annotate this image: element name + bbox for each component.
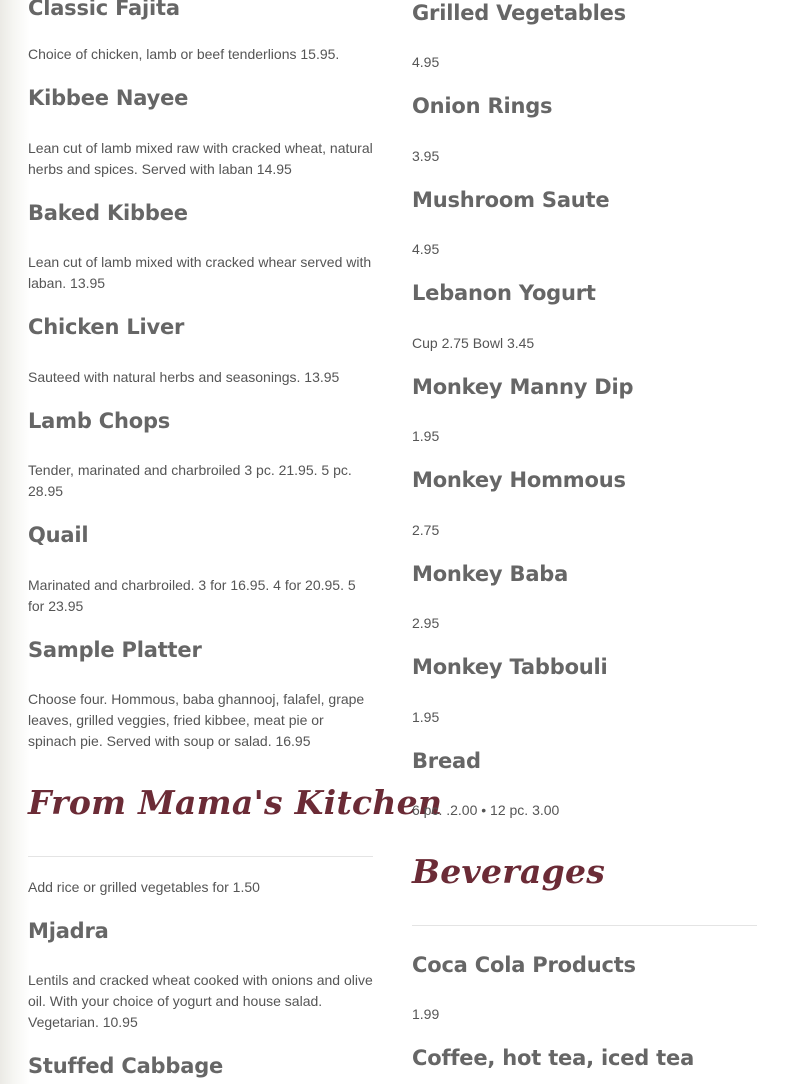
menu-item <box>412 188 757 212</box>
section-title-mamas-kitchen: From Mama's Kitchen <box>28 783 443 822</box>
menu-item <box>28 315 373 339</box>
menu-item-price: 1.95 <box>412 709 440 725</box>
section-divider <box>28 856 373 857</box>
menu-item <box>28 0 373 20</box>
menu-item-name: Grilled Vegetables <box>412 1 626 25</box>
menu-item-name: Monkey Tabbouli <box>412 655 608 679</box>
menu-item <box>412 749 757 773</box>
menu-item-description: Lean cut of lamb mixed raw with cracked wheat, natural herbs and spices. Served with laban 14.95 <box>28 140 373 177</box>
menu-item-price: Cup 2.75 Bowl 3.45 <box>412 335 535 351</box>
menu-item-price: 2.75 <box>412 522 440 538</box>
menu-item-name: Onion Rings <box>412 94 553 118</box>
menu-item-description: Choice of chicken, lamb or beef tenderlions 15.95. <box>28 46 340 62</box>
menu-item-name: Classic Fajita <box>28 0 180 20</box>
menu-item-name: Lamb Chops <box>28 409 171 433</box>
menu-item <box>412 562 757 586</box>
menu-item-name: Lebanon Yogurt <box>412 281 596 305</box>
menu-item <box>28 919 373 943</box>
menu-item-price: 4.95 <box>412 241 440 257</box>
menu-item-name: Monkey Hommous <box>412 468 626 492</box>
menu-item <box>412 94 757 118</box>
menu-item-description: Choose four. Hommous, baba ghannooj, falafel, grape leaves, grilled veggies, fried kibbee, meat pie or spinach pie. Served with soup or salad. 16.95 <box>28 691 365 749</box>
menu-item-price: 3.95 <box>412 148 440 164</box>
menu-item-name: Chicken Liver <box>28 315 185 339</box>
menu-item <box>412 281 757 305</box>
menu-item <box>28 638 373 662</box>
menu-item-description: Marinated and charbroiled. 3 for 16.95. 4 for 20.95. 5 for 23.95 <box>28 577 356 614</box>
menu-item-name: Coffee, hot tea, iced tea <box>412 1046 695 1070</box>
menu-item-description: Sauteed with natural herbs and seasonings. 13.95 <box>28 369 340 385</box>
menu-item <box>28 201 373 225</box>
menu-item <box>412 468 757 492</box>
section-divider <box>412 925 757 926</box>
menu-item-price: 1.95 <box>412 428 440 444</box>
menu-item-name: Bread <box>412 749 481 773</box>
menu-item <box>28 1054 373 1078</box>
menu-item <box>412 953 757 977</box>
menu-item-description: Lean cut of lamb mixed with cracked whear served with laban. 13.95 <box>28 254 372 291</box>
menu-item-name: Mushroom Saute <box>412 188 610 212</box>
section-title-beverages: Beverages <box>412 852 606 891</box>
menu-item-name: Stuffed Cabbage <box>28 1054 224 1078</box>
menu-item-name: Monkey Baba <box>412 562 569 586</box>
menu-item-price: 1.99 <box>412 1006 440 1022</box>
menu-item-name: Kibbee Nayee <box>28 86 189 110</box>
menu-item-name: Sample Platter <box>28 638 202 662</box>
menu-item <box>28 86 373 110</box>
section-note: Add rice or grilled vegetables for 1.50 <box>28 879 260 895</box>
menu-item-description: Lentils and cracked wheat cooked with onions and olive oil. With your choice of yogurt and house salad. Vegetarian. 10.95 <box>28 972 373 1030</box>
right-menu-column <box>412 0 757 1084</box>
menu-item <box>28 523 373 547</box>
menu-item-name: Coca Cola Products <box>412 953 636 977</box>
menu-item-name: Mjadra <box>28 919 109 943</box>
menu-item <box>412 375 757 399</box>
menu-item-name: Quail <box>28 523 89 547</box>
menu-item <box>28 409 373 433</box>
menu-item-price: 6 pc. .2.00 • 12 pc. 3.00 <box>412 802 560 818</box>
menu-item <box>412 655 757 679</box>
menu-item-price: 4.95 <box>412 54 440 70</box>
menu-item-price: 2.95 <box>412 615 440 631</box>
menu-item-name: Monkey Manny Dip <box>412 375 634 399</box>
menu-item <box>412 1 757 25</box>
menu-item-name: Baked Kibbee <box>28 201 188 225</box>
menu-item <box>412 1046 757 1070</box>
menu-item-description: Tender, marinated and charbroiled 3 pc. 21.95. 5 pc. 28.95 <box>28 462 352 499</box>
